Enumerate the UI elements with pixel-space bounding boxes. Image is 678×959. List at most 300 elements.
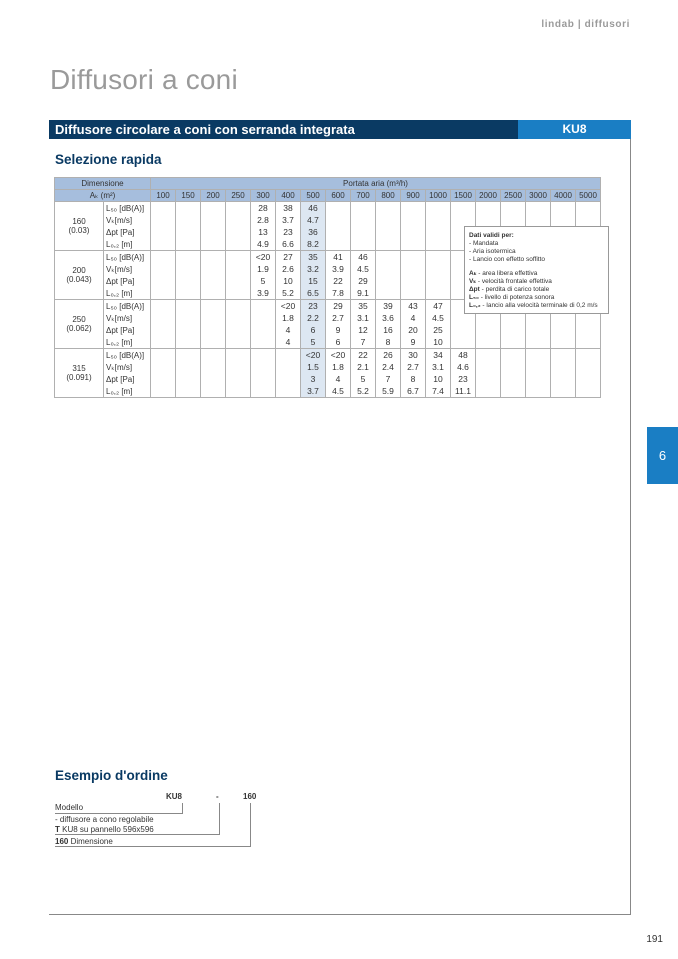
value-cell <box>501 349 526 362</box>
table-row <box>55 324 601 336</box>
flow-header-cell: 500 <box>301 190 326 202</box>
flow-header-cell: 400 <box>276 190 301 202</box>
order-leader-line <box>55 813 183 814</box>
page-number: 191 <box>646 934 663 945</box>
value-cell <box>201 287 226 300</box>
value-cell <box>551 361 576 373</box>
value-cell <box>176 287 201 300</box>
value-cell: 7.4 <box>426 385 451 398</box>
value-cell <box>501 361 526 373</box>
value-cell <box>226 324 251 336</box>
value-cell: 3.9 <box>251 287 276 300</box>
value-cell <box>376 275 401 287</box>
value-cell: 3.9 <box>326 263 351 275</box>
value-cell: 9.1 <box>351 287 376 300</box>
value-cell <box>226 202 251 215</box>
row-label: Δpt [Pa] <box>104 324 151 336</box>
value-cell <box>376 238 401 251</box>
value-cell: 47 <box>426 300 451 313</box>
value-cell: 6 <box>326 336 351 349</box>
value-cell: 25 <box>426 324 451 336</box>
flow-header-cell: 2000 <box>476 190 501 202</box>
value-cell <box>326 202 351 215</box>
table-row <box>55 373 601 385</box>
value-cell <box>151 373 176 385</box>
value-cell: 29 <box>351 275 376 287</box>
value-cell: 5.2 <box>276 287 301 300</box>
row-label: L₅₀ [dB(A)] <box>104 202 151 215</box>
order-desc-line: - diffusore a cono regolabile <box>55 815 154 824</box>
value-cell <box>151 214 176 226</box>
value-cell <box>426 238 451 251</box>
flow-header-cell: 300 <box>251 190 276 202</box>
value-cell: 26 <box>376 349 401 362</box>
value-cell <box>576 349 601 362</box>
value-cell: 2.7 <box>326 312 351 324</box>
value-cell: 35 <box>351 300 376 313</box>
row-label: L₀,₂ [m] <box>104 385 151 398</box>
value-cell: 6.5 <box>301 287 326 300</box>
value-cell <box>176 361 201 373</box>
value-cell <box>276 361 301 373</box>
value-cell: <20 <box>301 349 326 362</box>
value-cell: 4.5 <box>351 263 376 275</box>
value-cell: 1.5 <box>301 361 326 373</box>
value-cell: 2.4 <box>376 361 401 373</box>
value-cell <box>476 385 501 398</box>
value-cell <box>501 202 526 215</box>
row-label: Δpt [Pa] <box>104 275 151 287</box>
value-cell: 4.7 <box>301 214 326 226</box>
row-label: L₅₀ [dB(A)] <box>104 251 151 264</box>
value-cell <box>176 385 201 398</box>
value-cell <box>476 202 501 215</box>
page-title: Diffusori a coni <box>50 64 238 95</box>
value-cell: 5.9 <box>376 385 401 398</box>
flow-header-cell: 2500 <box>501 190 526 202</box>
value-cell: 10 <box>426 373 451 385</box>
value-cell <box>476 373 501 385</box>
value-cell <box>576 373 601 385</box>
value-cell <box>176 300 201 313</box>
value-cell: 48 <box>451 349 476 362</box>
value-cell <box>176 263 201 275</box>
value-cell: 30 <box>401 349 426 362</box>
value-cell <box>176 373 201 385</box>
value-cell <box>476 324 501 336</box>
flow-header: Portata aria (m³/h) <box>151 178 601 190</box>
value-cell: 23 <box>276 226 301 238</box>
value-cell: 4.6 <box>451 361 476 373</box>
value-cell <box>501 336 526 349</box>
value-cell: 3.6 <box>376 312 401 324</box>
value-cell: 43 <box>401 300 426 313</box>
value-cell: 1.8 <box>276 312 301 324</box>
row-label: L₀,₂ [m] <box>104 336 151 349</box>
value-cell <box>576 214 601 226</box>
dimension-size: 160 <box>72 217 86 226</box>
value-cell: <20 <box>276 300 301 313</box>
row-label: Δpt [Pa] <box>104 373 151 385</box>
table-row <box>55 385 601 398</box>
value-cell <box>501 373 526 385</box>
value-cell <box>276 373 301 385</box>
value-cell <box>551 373 576 385</box>
value-cell <box>151 336 176 349</box>
value-cell <box>576 385 601 398</box>
value-cell: 2.8 <box>251 214 276 226</box>
value-cell <box>201 349 226 362</box>
value-cell <box>176 275 201 287</box>
value-cell <box>176 336 201 349</box>
value-cell <box>151 263 176 275</box>
frame-line-right <box>630 139 631 915</box>
value-cell <box>376 226 401 238</box>
value-cell: 38 <box>276 202 301 215</box>
value-cell <box>226 349 251 362</box>
value-cell <box>251 349 276 362</box>
value-cell <box>176 202 201 215</box>
value-cell <box>526 373 551 385</box>
order-type-line: T KU8 su pannello 596x596 <box>55 825 154 834</box>
legend-item: Aₖ - area libera effettiva <box>469 270 538 277</box>
value-cell <box>401 275 426 287</box>
value-cell <box>526 214 551 226</box>
chapter-tab[interactable]: 6 <box>647 427 678 484</box>
row-label: Δpt [Pa] <box>104 226 151 238</box>
order-code: KU8 <box>166 792 183 801</box>
value-cell: 3.7 <box>301 385 326 398</box>
product-title: Diffusore circolare a coni con serranda integrata <box>49 120 518 139</box>
value-cell: 8 <box>401 373 426 385</box>
value-cell: 2.6 <box>276 263 301 275</box>
order-model-label: Modello <box>55 803 84 812</box>
value-cell <box>426 202 451 215</box>
flow-header-cell: 4000 <box>551 190 576 202</box>
value-cell <box>226 238 251 251</box>
row-label: Vₖ[m/s] <box>104 361 151 373</box>
value-cell <box>226 214 251 226</box>
value-cell: 6.6 <box>276 238 301 251</box>
value-cell <box>201 300 226 313</box>
value-cell: 8 <box>376 336 401 349</box>
value-cell <box>201 373 226 385</box>
value-cell <box>501 214 526 226</box>
value-cell <box>576 202 601 215</box>
value-cell: 35 <box>301 251 326 264</box>
value-cell <box>176 226 201 238</box>
value-cell: 1.8 <box>326 361 351 373</box>
value-cell: 36 <box>301 226 326 238</box>
value-cell: 15 <box>301 275 326 287</box>
dimension-ak: (0.062) <box>66 324 92 333</box>
order-leader-line <box>182 803 183 814</box>
value-cell <box>351 202 376 215</box>
value-cell <box>426 287 451 300</box>
value-cell <box>326 226 351 238</box>
value-cell <box>401 214 426 226</box>
value-cell: 9 <box>326 324 351 336</box>
value-cell: 12 <box>351 324 376 336</box>
value-cell <box>376 287 401 300</box>
value-cell <box>201 226 226 238</box>
value-cell: 46 <box>301 202 326 215</box>
value-cell <box>451 202 476 215</box>
value-cell: 22 <box>326 275 351 287</box>
value-cell <box>526 324 551 336</box>
row-label: Vₖ[m/s] <box>104 263 151 275</box>
value-cell <box>201 263 226 275</box>
value-cell <box>401 226 426 238</box>
row-label: L₅₀ [dB(A)] <box>104 300 151 313</box>
notes-item: - Aria isotermica <box>469 248 516 255</box>
value-cell <box>501 324 526 336</box>
value-cell: 2.1 <box>351 361 376 373</box>
flow-header-cell: 600 <box>326 190 351 202</box>
dimension-ak: (0.043) <box>66 275 92 284</box>
value-cell: 23 <box>451 373 476 385</box>
value-cell <box>226 385 251 398</box>
value-cell <box>251 373 276 385</box>
notes-item: - Mandata <box>469 240 499 247</box>
value-cell: 2.2 <box>301 312 326 324</box>
dimension-cell <box>55 251 104 300</box>
row-label: L₀,₂ [m] <box>104 238 151 251</box>
value-cell <box>451 336 476 349</box>
table-row <box>55 361 601 373</box>
value-cell <box>551 324 576 336</box>
value-cell: 34 <box>426 349 451 362</box>
order-leader-line <box>219 803 220 835</box>
value-cell <box>376 263 401 275</box>
value-cell <box>326 238 351 251</box>
value-cell <box>376 214 401 226</box>
value-cell <box>551 214 576 226</box>
value-cell <box>176 324 201 336</box>
value-cell <box>426 263 451 275</box>
ak-header: Aₖ (m²) <box>55 190 151 202</box>
flow-header-cell: 100 <box>151 190 176 202</box>
value-cell <box>426 251 451 264</box>
dimension-ak: (0.03) <box>68 226 90 235</box>
product-title-bar <box>49 120 631 139</box>
value-cell <box>401 263 426 275</box>
value-cell <box>526 349 551 362</box>
section-heading-order: Esempio d'ordine <box>55 768 168 783</box>
row-label: L₅₀ [dB(A)] <box>104 349 151 362</box>
value-cell <box>376 202 401 215</box>
value-cell <box>251 312 276 324</box>
flow-header-cell: 250 <box>226 190 251 202</box>
table-row <box>55 336 601 349</box>
dimension-size: 315 <box>72 364 86 373</box>
value-cell: 41 <box>326 251 351 264</box>
value-cell: 4.9 <box>251 238 276 251</box>
value-cell: 9 <box>401 336 426 349</box>
value-cell <box>251 361 276 373</box>
flow-header-cell: 800 <box>376 190 401 202</box>
value-cell <box>176 214 201 226</box>
value-cell <box>201 324 226 336</box>
value-cell <box>151 300 176 313</box>
value-cell: 7.8 <box>326 287 351 300</box>
value-cell <box>201 251 226 264</box>
value-cell: 4 <box>401 312 426 324</box>
value-cell <box>251 324 276 336</box>
value-cell <box>151 287 176 300</box>
value-cell: 22 <box>351 349 376 362</box>
value-cell <box>551 336 576 349</box>
order-dimension-line: 160 Dimensione <box>55 837 113 846</box>
value-cell: 7 <box>351 336 376 349</box>
value-cell <box>476 214 501 226</box>
table-row <box>55 202 601 215</box>
value-cell <box>526 385 551 398</box>
dimension-cell <box>55 202 104 251</box>
value-cell <box>201 361 226 373</box>
value-cell <box>176 238 201 251</box>
value-cell <box>426 226 451 238</box>
flow-header-cell: 3000 <box>526 190 551 202</box>
value-cell <box>226 275 251 287</box>
value-cell <box>151 275 176 287</box>
value-cell <box>151 226 176 238</box>
value-cell <box>151 385 176 398</box>
header-brand: lindab | diffusori <box>541 19 630 30</box>
value-cell <box>501 385 526 398</box>
value-cell: 5 <box>301 336 326 349</box>
legend-item: Δpt - perdita di carico totale <box>469 286 550 293</box>
value-cell: 8.2 <box>301 238 326 251</box>
value-cell: 4.5 <box>326 385 351 398</box>
value-cell <box>351 214 376 226</box>
value-cell <box>251 300 276 313</box>
value-cell: 1.9 <box>251 263 276 275</box>
value-cell: 29 <box>326 300 351 313</box>
value-cell <box>201 385 226 398</box>
value-cell <box>326 214 351 226</box>
value-cell <box>576 361 601 373</box>
value-cell <box>226 361 251 373</box>
row-label: Vₖ[m/s] <box>104 214 151 226</box>
value-cell <box>226 226 251 238</box>
value-cell <box>201 202 226 215</box>
value-cell: 46 <box>351 251 376 264</box>
value-cell: 10 <box>426 336 451 349</box>
value-cell: 6.7 <box>401 385 426 398</box>
value-cell: 3 <box>301 373 326 385</box>
value-cell <box>526 361 551 373</box>
notes-item: - Lancio con effetto soffitto <box>469 256 546 263</box>
value-cell <box>201 275 226 287</box>
value-cell <box>526 202 551 215</box>
value-cell <box>151 349 176 362</box>
row-label: Vₖ[m/s] <box>104 312 151 324</box>
value-cell <box>201 214 226 226</box>
flow-header-cell: 1500 <box>451 190 476 202</box>
value-cell: 4 <box>326 373 351 385</box>
value-cell <box>151 361 176 373</box>
value-cell: 6 <box>301 324 326 336</box>
value-cell <box>176 312 201 324</box>
value-cell: 20 <box>401 324 426 336</box>
value-cell: 13 <box>251 226 276 238</box>
value-cell <box>151 251 176 264</box>
order-size: 160 <box>243 792 257 801</box>
section-heading-selection: Selezione rapida <box>55 152 162 167</box>
value-cell: 23 <box>301 300 326 313</box>
value-cell <box>401 251 426 264</box>
dimension-header: Dimensione <box>55 178 151 190</box>
value-cell <box>176 251 201 264</box>
value-cell <box>251 336 276 349</box>
notes-title: Dati validi per: <box>469 232 514 239</box>
dimension-cell <box>55 349 104 398</box>
legend-item: Vₖ - velocità frontale effettiva <box>469 278 552 285</box>
flow-header-cell: 700 <box>351 190 376 202</box>
value-cell: 27 <box>276 251 301 264</box>
value-cell: 5.2 <box>351 385 376 398</box>
value-cell <box>151 312 176 324</box>
table-row <box>55 214 601 226</box>
dimension-size: 250 <box>72 315 86 324</box>
order-leader-line <box>55 846 251 847</box>
value-cell <box>201 336 226 349</box>
value-cell <box>401 202 426 215</box>
value-cell <box>151 202 176 215</box>
value-cell: 28 <box>251 202 276 215</box>
value-cell <box>476 361 501 373</box>
value-cell: 3.7 <box>276 214 301 226</box>
value-cell <box>426 275 451 287</box>
frame-line-bottom <box>49 914 631 915</box>
value-cell <box>226 373 251 385</box>
flow-header-cell: 150 <box>176 190 201 202</box>
value-cell <box>451 214 476 226</box>
value-cell: 39 <box>376 300 401 313</box>
value-cell <box>526 336 551 349</box>
flow-header-cell: 900 <box>401 190 426 202</box>
value-cell <box>551 349 576 362</box>
value-cell <box>151 324 176 336</box>
value-cell <box>551 202 576 215</box>
value-cell <box>576 324 601 336</box>
legend-item: L₀,₂ - lancio alla velocità terminale di 0,2 m/s <box>469 302 598 309</box>
value-cell <box>226 287 251 300</box>
value-cell <box>476 349 501 362</box>
value-cell <box>451 324 476 336</box>
flow-header-cell: 200 <box>201 190 226 202</box>
value-cell <box>226 251 251 264</box>
value-cell <box>351 226 376 238</box>
value-cell: 16 <box>376 324 401 336</box>
dimension-cell <box>55 300 104 349</box>
flow-header-cell: 5000 <box>576 190 601 202</box>
legend-item: L₅₀ - livello di potenza sonora <box>469 294 555 301</box>
value-cell: 2.7 <box>401 361 426 373</box>
value-cell: 5 <box>251 275 276 287</box>
notes-box <box>464 226 609 314</box>
value-cell <box>276 385 301 398</box>
value-cell: 3.1 <box>351 312 376 324</box>
value-cell <box>251 385 276 398</box>
value-cell: 3.1 <box>426 361 451 373</box>
value-cell <box>476 336 501 349</box>
value-cell <box>226 300 251 313</box>
row-label: L₀,₂ [m] <box>104 287 151 300</box>
value-cell <box>201 312 226 324</box>
value-cell <box>576 336 601 349</box>
